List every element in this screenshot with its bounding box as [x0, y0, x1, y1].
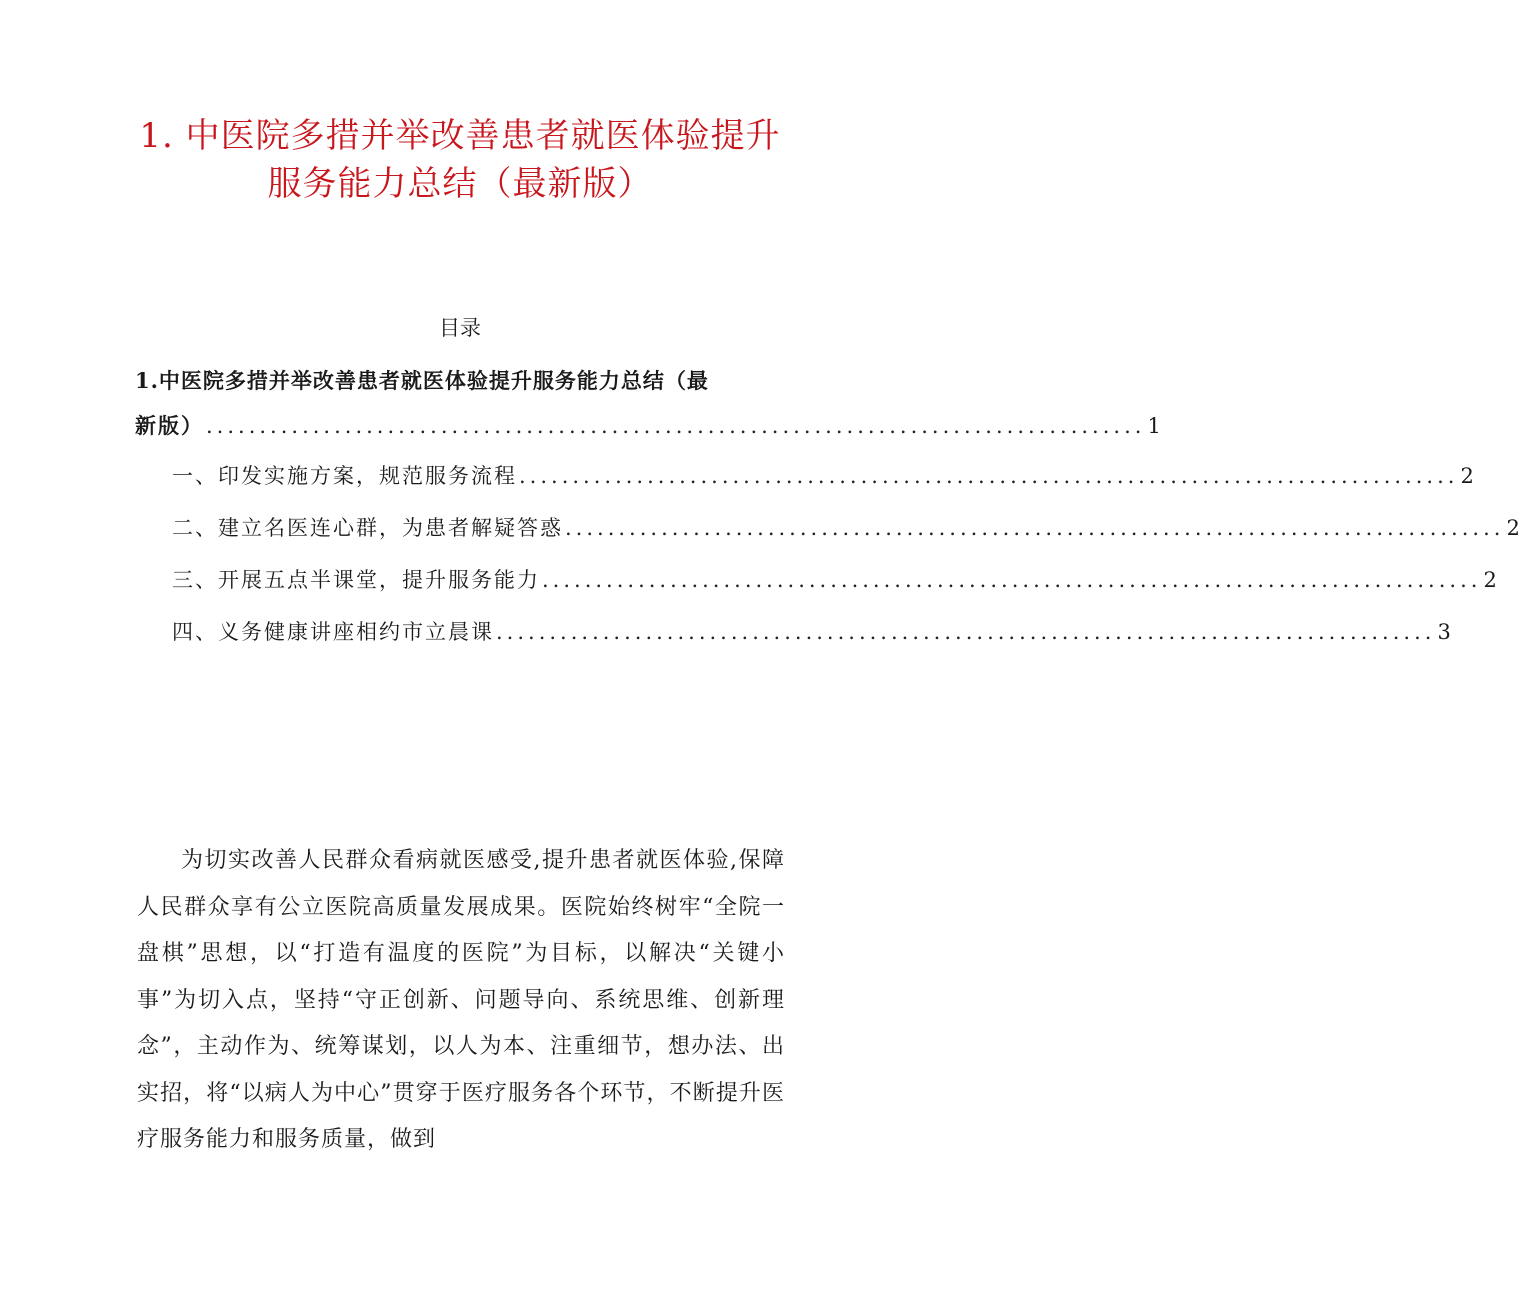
- toc-main-entry[interactable]: [135, 410, 1161, 440]
- toc-main-entry-line-1[interactable]: 1.中医院多措并举改善患者就医体验提升服务能力总结（最: [135, 368, 709, 393]
- toc-entry-label: 三、开展五点半课堂，提升服务能力: [172, 568, 540, 592]
- toc-entry-label: 二、建立名医连心群，为患者解疑答惑: [172, 516, 563, 540]
- toc-page-number: 3: [1437, 620, 1451, 644]
- toc-entry[interactable]: [172, 564, 1497, 594]
- toc-entry[interactable]: [172, 512, 1520, 542]
- toc-page-number: 2: [1506, 516, 1520, 540]
- toc-entry-label: 一、印发实施方案，规范服务流程: [172, 464, 517, 488]
- toc-leader-dots: ........................................................................................: [519, 464, 1459, 488]
- toc-page-number: 2: [1483, 568, 1497, 592]
- toc-heading: 目录: [439, 316, 481, 340]
- toc-entry[interactable]: [172, 460, 1474, 490]
- toc-main-entry-label: 新版）: [135, 413, 204, 438]
- toc-page-number: 1: [1147, 414, 1161, 438]
- toc-leader-dots: ........................................................................................: [565, 516, 1505, 540]
- toc-leader-dots: ........................................................................................: [206, 414, 1146, 438]
- toc-entry[interactable]: [172, 616, 1451, 646]
- toc-leader-dots: ........................................................................................: [542, 568, 1482, 592]
- document-title-line-1: 1. 中医院多措并举改善患者就医体验提升: [139, 116, 781, 156]
- toc-leader-dots: ........................................................................................: [496, 620, 1436, 644]
- document-title-line-2: 服务能力总结（最新版）: [267, 164, 653, 204]
- toc-entry-label: 四、义务健康讲座相约市立晨课: [172, 620, 494, 644]
- body-paragraph: 为切实改善人民群众看病就医感受,提升患者就医体验,保障人民群众享有公立医院高质量发展成果。医院始终树牢“全院一盘棋”思想，以“打造有温度的医院”为目标，以解决“关键小事”为切入点，坚持“守正创新、问题导向、系统思维、创新理念”，主动作为、统筹谋划，以人为本、注重细节，想办法、出实招，将“以病人为中心”贯穿于医疗服务各个环节，不断提升医疗服务能力和服务质量，做到: [137, 848, 785, 1152]
- toc-page-number: 2: [1460, 464, 1474, 488]
